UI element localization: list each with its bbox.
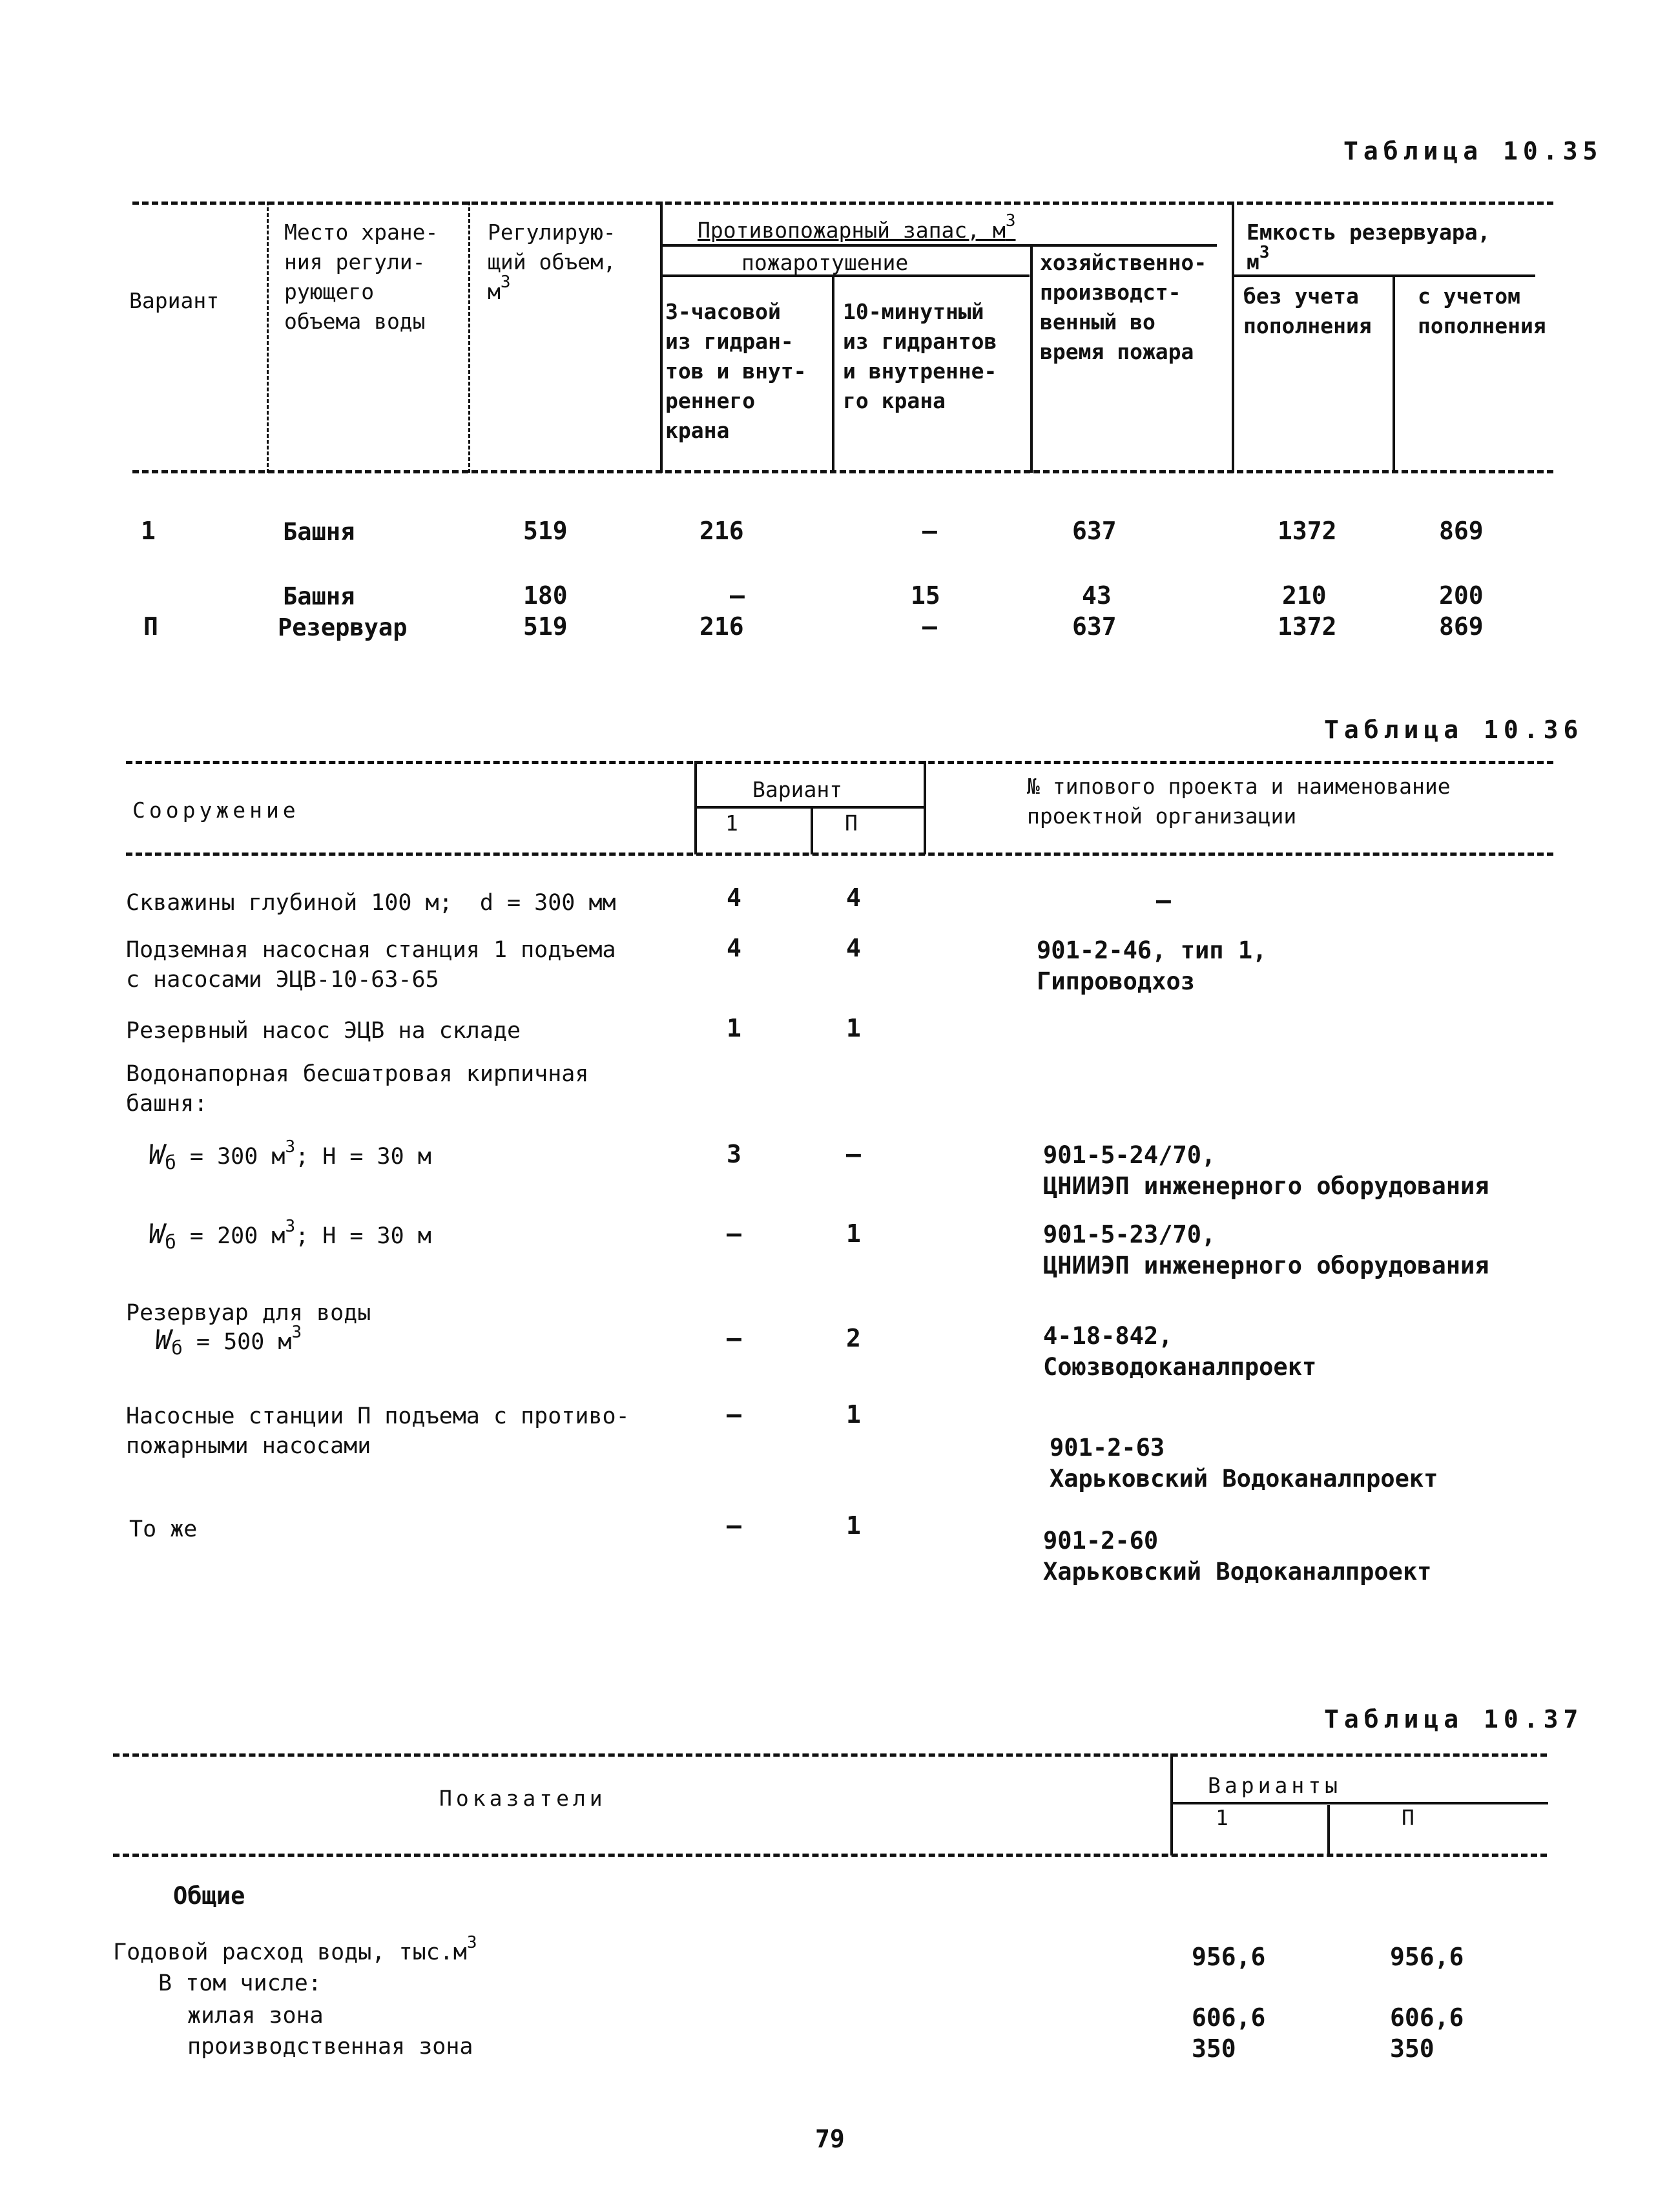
t3-row-residential: жилая зона xyxy=(187,2003,324,2029)
t1-row3-h3: 216 xyxy=(699,612,744,641)
t2-row-reserve-pump: Резервный насос ЭЦВ на складе xyxy=(126,1018,521,1044)
t1-row3-variant: П xyxy=(143,612,158,641)
t2-row-pump-station-1-v2: 4 xyxy=(846,934,861,962)
t1-row1-household: 637 xyxy=(1072,517,1117,545)
t2-header-bottom-rule xyxy=(126,853,1553,856)
t3-row-industrial-v2: 350 xyxy=(1390,2034,1435,2063)
t2-row-pump-station-2-v1: – xyxy=(727,1400,741,1429)
t2-row-reserve-pump-v2: 1 xyxy=(846,1014,861,1042)
table-10-35-caption: Таблица 10.35 xyxy=(1343,137,1603,165)
t2-row-tower-300-project: 901-5-24/70, ЦНИИЭП инженерного оборудования xyxy=(1043,1141,1489,1200)
t1-row3-with: 869 xyxy=(1439,612,1484,641)
t2-col-divider xyxy=(811,807,813,854)
t1-row2-household: 43 xyxy=(1082,581,1112,610)
page-number: 79 xyxy=(815,2125,845,2153)
t3-header-indicators: Показатели xyxy=(439,1786,606,1811)
t1-header-variant: Вариант xyxy=(129,288,220,313)
t2-row-pump-station-2-project: 901-2-63 Харьковский Водоканалпроект xyxy=(1050,1434,1438,1493)
t3-top-rule xyxy=(113,1753,1547,1757)
t2-header-v1: 1 xyxy=(725,811,738,836)
t1-row3-place: Резервуар xyxy=(278,614,408,641)
t1-header-extinguishing: пожаротушение xyxy=(741,250,909,275)
t2-header-v2: П xyxy=(845,811,858,836)
t1-row2-reg: 180 xyxy=(523,581,568,610)
t1-header-3-hour: 3-часовой из гидран- тов и внут- реннего крана xyxy=(665,299,807,443)
t1-header-household: хозяйственно- производст- венный во время пожара xyxy=(1040,250,1207,364)
t2-row-pump-station-1-v1: 4 xyxy=(727,934,741,962)
t3-col-divider xyxy=(1170,1753,1173,1855)
t2-row-tower-200-v1: – xyxy=(727,1219,741,1248)
table-10-37-caption: Таблица 10.37 xyxy=(1324,1705,1584,1733)
t3-row-including: В том числе: xyxy=(158,1970,322,1996)
t2-row-reserve-pump-v1: 1 xyxy=(727,1014,741,1042)
t2-row-reservoir-volume: $W_б = 500$ $м^3$ xyxy=(155,1323,302,1359)
t1-header-10-minute: 10-минутный из гидрантов и внутренне- го крана xyxy=(843,299,997,413)
t2-row-wells-v2: 4 xyxy=(846,884,861,912)
t1-col-divider xyxy=(1030,245,1033,473)
t2-row-same-v2: 1 xyxy=(846,1511,861,1540)
t1-row1-m10: – xyxy=(922,517,937,545)
t1-header-place: Место хране- ния регули- рующего объема воды xyxy=(284,220,439,334)
t3-row-annual-consumption-v2: 956,6 xyxy=(1390,1943,1464,1971)
t3-header-variants: Варианты xyxy=(1208,1773,1341,1798)
t3-col-divider xyxy=(1327,1805,1330,1855)
t3-row-industrial: производственная зона xyxy=(187,2034,473,2060)
t3-header-bottom-rule xyxy=(113,1854,1547,1857)
t1-row1-reg: 519 xyxy=(523,517,568,545)
t3-header-v2: П xyxy=(1402,1805,1414,1830)
t1-header-capacity: Емкость резервуара, $м^3$ xyxy=(1247,220,1491,274)
t2-row-reservoir-project: 4-18-842, Союзводоканалпроект xyxy=(1043,1322,1317,1381)
t1-row3-household: 637 xyxy=(1072,612,1117,641)
t2-row-same-v1: – xyxy=(727,1511,741,1540)
t1-row1-with: 869 xyxy=(1439,517,1484,545)
t2-row-wells: Скважины глубиной 100 м; d = 300 мм xyxy=(126,890,616,916)
t1-row1-place: Башня xyxy=(283,518,355,546)
t1-col-divider xyxy=(660,202,663,473)
t2-row-tower: Водонапорная бесшатровая кирпичная башня: xyxy=(126,1061,589,1117)
t2-row-pump-station-1: Подземная насосная станция 1 подъема с насосами ЭЦВ-10-63-65 xyxy=(126,937,616,993)
t2-row-tower-200-project: 901-5-23/70, ЦНИИЭП инженерного оборудования xyxy=(1043,1221,1489,1279)
t1-col-divider xyxy=(1232,202,1234,473)
t2-col-divider xyxy=(924,761,926,854)
t1-col-divider xyxy=(1393,274,1395,473)
t2-row-tower-200: $W_б = 200$ $м^3$; Н = 30 м xyxy=(149,1217,431,1253)
t2-row-reservoir: Резервуар для воды xyxy=(126,1300,371,1326)
t2-row-tower-300: $W_б = 300$ $м^3$; Н = 30 м xyxy=(149,1137,431,1173)
t3-header-v1: 1 xyxy=(1216,1805,1228,1830)
t3-row-residential-v2: 606,6 xyxy=(1390,2003,1464,2032)
t2-row-same-project: 901-2-60 Харьковский Водоканалпроект xyxy=(1043,1527,1432,1586)
t1-row1-h3: 216 xyxy=(699,517,744,545)
t3-section-general: Общие xyxy=(173,1882,245,1910)
t1-row2-with: 200 xyxy=(1439,581,1484,610)
t1-row2-h3: – xyxy=(730,581,745,610)
t2-row-tower-300-v1: 3 xyxy=(727,1140,741,1168)
table-10-36-caption: Таблица 10.36 xyxy=(1324,716,1584,744)
t1-row2-place: Башня xyxy=(283,583,355,610)
t2-header-variant: Вариант xyxy=(752,777,843,802)
t2-row-pump-station-2: Насосные станции П подъема с противо- пожарными насосами xyxy=(126,1403,630,1459)
t1-row1-variant: 1 xyxy=(141,517,156,545)
t3-row-industrial-v1: 350 xyxy=(1192,2034,1236,2063)
t3-row-annual-consumption: Годовой расход воды, $тыс.м^3$ xyxy=(113,1933,477,1965)
t2-top-rule xyxy=(126,761,1553,764)
t2-row-pump-station-1-project: 901-2-46, тип 1, Гипроводхоз xyxy=(1037,936,1267,995)
t2-row-pump-station-2-v2: 1 xyxy=(846,1400,861,1429)
t1-header-without-refill: без учета пополнения xyxy=(1243,284,1372,338)
t1-row3-m10: – xyxy=(922,612,937,641)
t1-row3-without: 1372 xyxy=(1278,612,1337,641)
t1-row3-reg: 519 xyxy=(523,612,568,641)
t2-header-structure: Сооружение xyxy=(132,798,300,823)
t1-row2-m10: 15 xyxy=(911,581,940,610)
t1-header-fire-reserve: Противопожарный запас, $м^3$ xyxy=(698,211,1016,243)
t2-row-tower-300-v2: – xyxy=(846,1140,861,1168)
t1-header-reg-volume: Регулирую- щий объем, $м^3$ xyxy=(488,220,616,304)
t1-col-divider xyxy=(468,202,470,473)
t2-row-tower-200-v2: 1 xyxy=(846,1219,861,1248)
t1-row1-without: 1372 xyxy=(1278,517,1337,545)
t2-row-wells-v1: 4 xyxy=(727,884,741,912)
t1-row2-without: 210 xyxy=(1282,581,1327,610)
t3-row-residential-v1: 606,6 xyxy=(1192,2003,1266,2032)
t1-header-bottom-rule xyxy=(132,470,1553,473)
t1-col-divider xyxy=(267,202,269,473)
t1-col-divider xyxy=(832,274,834,473)
t3-row-annual-consumption-v1: 956,6 xyxy=(1192,1943,1266,1971)
t2-row-reservoir-v1: – xyxy=(727,1324,741,1352)
t1-top-rule xyxy=(132,202,1553,205)
t2-row-reservoir-v2: 2 xyxy=(846,1324,861,1352)
t2-row-wells-project: – xyxy=(1156,886,1171,915)
t2-row-same: То же xyxy=(129,1516,198,1542)
t2-header-project: № типового проекта и наименование проектной организации xyxy=(1027,774,1451,829)
t1-header-with-refill: с учетом пополнения xyxy=(1418,284,1546,338)
